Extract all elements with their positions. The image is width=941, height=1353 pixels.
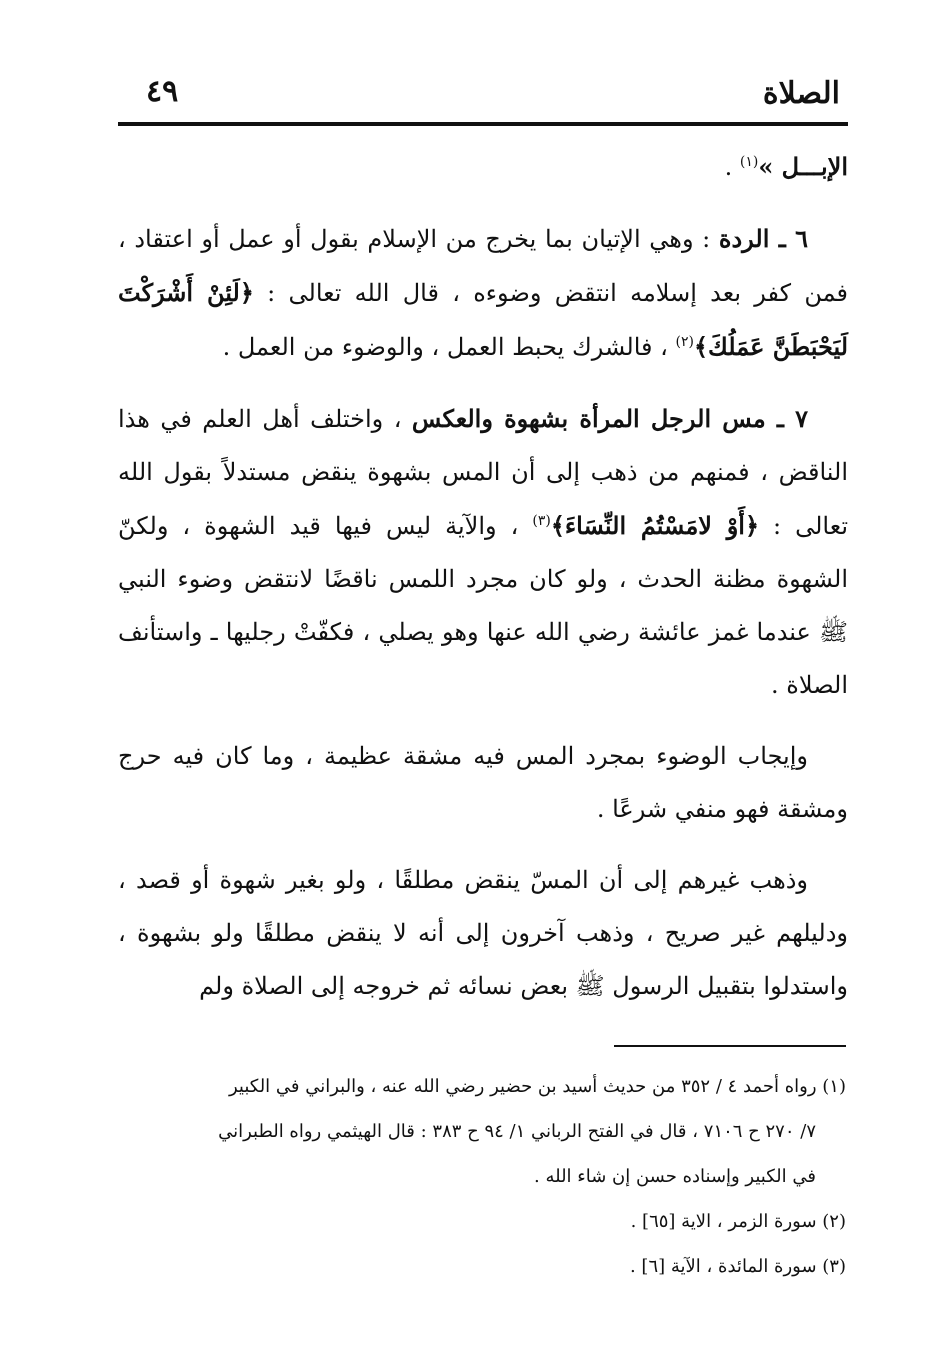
item-number-6: ٦ ـ <box>769 224 808 253</box>
apostasy-text-a: : وهي الإتيان بما يخرج من الإسلام بقول أو عمل أو اعتقاد ، فمن كفر بعد إسلامه انتقض وضوءه ، قال الله تعالى : <box>118 225 848 307</box>
paragraph-apostasy <box>118 212 848 374</box>
footnote-1-line-3: في الكبير وإسناده حسن إن شاء الله . <box>534 1166 816 1187</box>
continuation-end: . <box>724 153 740 181</box>
paragraph-continuation <box>118 140 848 194</box>
continuation-word: الإبـــل » <box>758 152 848 181</box>
touching-text-b: ، والآية ليس فيها قيد الشهوة ، ولكنّ الشهوة مظنة الحدث ، ولو كان مجرد اللمس ناقضًا لانتقض وضوء النبي ﷺ عندما غمز عائشة رضي الله عنها وهو يصلي ، فكفّتْ رجليها ـ واستأنف الصلاة . <box>118 512 849 699</box>
apostasy-text-b: ، فالشرك يحبط العمل ، والوضوء من العمل . <box>222 333 676 361</box>
footnotes <box>100 1064 846 1289</box>
main-text <box>118 140 848 1013</box>
footnote-2: (٢) سورة الزمر ، الاية [٦٥] . <box>630 1211 846 1232</box>
page-header <box>118 70 848 122</box>
quran-verse-maidah: ﴿أَوْ لامَسْتُمُ النِّسَاءَ﴾ <box>550 511 760 540</box>
footnote-1-line-2: ٧/ ٢٧٠ ح ٧١٠٦ ، قال في الفتح الرباني ١/ ٩٤ ح ٣٨٣ : قال الهيثمي رواه الطبراني <box>218 1121 816 1142</box>
paragraph-other-views: وذهب غيرهم إلى أن المسّ ينقض مطلقًا ، ولو بغير شهوة أو قصد ، ودليلهم غير صريح ، وذهب آخرون إلى أنه لا ينقض مطلقًا ولو بشهوة ، واستدلوا بتقبيل الرسول ﷺ بعض نسائه ثم خروجه إلى الصلاة ولم <box>118 866 848 1000</box>
footnote-ref-1: (١) <box>739 154 759 170</box>
footnote-1-line-1: (١) رواه أحمد ٤ / ٣٥٢ من حديث أسيد بن حضير رضي الله عنه ، والبراني في الكبير <box>228 1076 846 1097</box>
item-number-7: ٧ ـ <box>765 404 808 433</box>
footnote-ref-3: (٣) <box>532 513 551 529</box>
footnote-ref-2: (٢) <box>675 334 694 350</box>
header-divider <box>118 122 848 126</box>
paragraph-touching <box>118 392 848 712</box>
footnote-3: (٣) سورة المائدة ، الآية [٦] . <box>629 1256 846 1277</box>
chapter-title: الصلاة <box>762 76 840 111</box>
quran-verse-zumar: ﴿لَئِنْ أَشْرَكْتَ لَيَحْبَطَنَّ عَمَلُكَ﴾ <box>118 278 848 361</box>
page-number: ٤٩ <box>146 74 179 109</box>
footnote-divider <box>614 1045 846 1047</box>
paragraph-hardship: وإيجاب الوضوء بمجرد المس فيه مشقة عظيمة ، وما كان فيه حرج ومشقة فهو منفي شرعًا . <box>118 742 848 823</box>
heading-touching: مس الرجل المرأة بشهوة والعكس <box>411 404 766 433</box>
heading-apostasy: الردة <box>718 224 770 253</box>
touching-text-a: ، واختلف أهل العلم في هذا الناقض ، فمنهم من ذهب إلى أن المس بشهوة ينقض مستدلاً بقول الله تعالى : <box>118 405 849 540</box>
